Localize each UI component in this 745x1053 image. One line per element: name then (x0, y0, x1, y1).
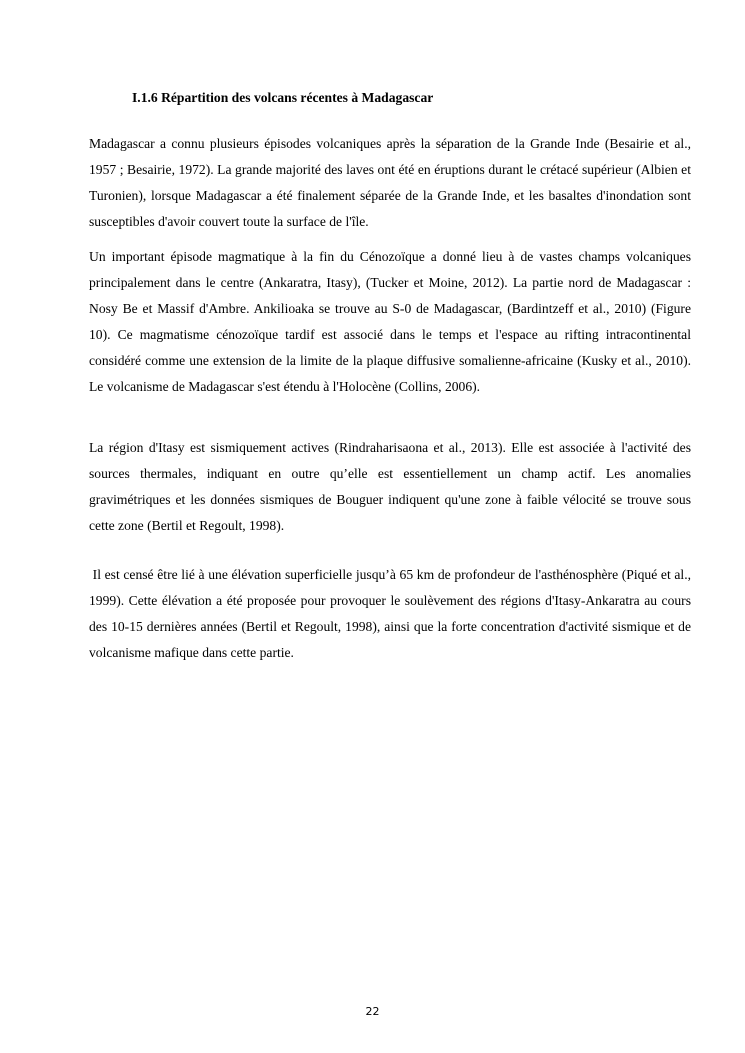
section-heading: I.1.6 Répartition des volcans récentes à Madagascar (132, 90, 434, 105)
paragraph-3: La région d'Itasy est sismiquement actives (Rindraharisaona et al., 2013). Elle est associée à l'activité des sources thermales, indiquant en outre qu’elle est essentiellement un champ actif. Les anomalies gravimétriques et les données sismiques de Bouguer indiquent qu'une zone à faible vélocité se trouve sous cette zone (Bertil et Regoult, 1998). (89, 440, 691, 533)
paragraph-4: Il est censé être lié à une élévation superficielle jusqu’à 65 km de profondeur de l'asthénosphère (Piqué et al., 1999). Cette élévation a été proposée pour provoquer le soulèvement des régions d'Itasy-Ankaratra au cours des 10-15 dernières années (Bertil et Regoult, 1998), ainsi que la forte concentration d'activité sismique et de volcanisme mafique dans cette partie. (89, 567, 695, 660)
paragraph-1: Madagascar a connu plusieurs épisodes volcaniques après la séparation de la Grande Inde (Besairie et al., 1957 ; Besairie, 1972). La grande majorité des laves ont été en éruptions durant le crétacé supérieur (Albien et Turonien), lorsque Madagascar a été finalement séparée de la Grande Inde, et les basaltes d'inondation sont susceptibles d'avoir couvert toute la surface de l'île. (89, 136, 691, 229)
page-number: 22 (365, 1005, 380, 1018)
paragraph-2: Un important épisode magmatique à la fin du Cénozoïque a donné lieu à de vastes champs volcaniques principalement dans le centre (Ankaratra, Itasy), (Tucker et Moine, 2012). La partie nord de Madagascar : Nosy Be et Massif d'Ambre. Ankilioaka se trouve au S-0 de Madagascar, (Bardintzeff et al., 2010) (Figure 10). Ce magmatisme cénozoïque tardif est associé dans le temps et l'espace au rifting intracontinental considéré comme une extension de la limite de la plaque diffusive somalienne-africaine (Kusky et al., 2010). Le volcanisme de Madagascar s'est étendu à l'Holocène (Collins, 2006). (89, 249, 691, 394)
